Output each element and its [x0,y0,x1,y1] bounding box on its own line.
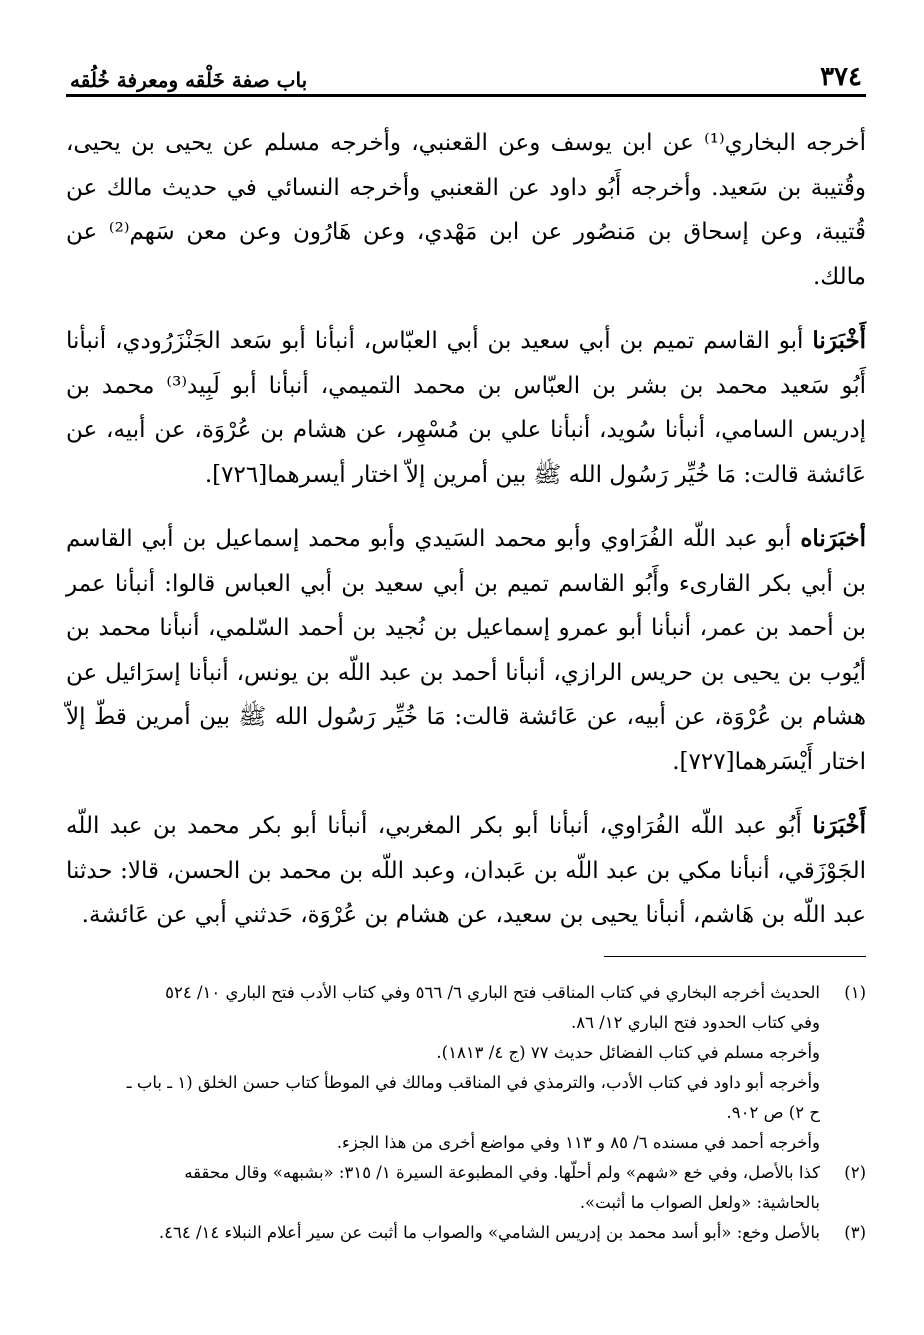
footnote-line: بالأصل وخع: «أبو أسد محمد بن إدريس الشامي» والصواب ما أثبت عن سير أعلام النبلاء ١٤/ ٤٦٤. [158,1223,820,1242]
footnote-line: وفي كتاب الحدود فتح الباري ١٢/ ٨٦. [570,1013,820,1032]
paragraph-3 [66,517,866,784]
footnote-body [66,1218,820,1248]
paragraph-lead: أخبَرَناه [800,525,867,552]
footnote-line: ح ٢) ص ٩٠٢. [726,1103,820,1122]
footnote-2 [66,1158,866,1218]
paragraph-1 [66,121,866,299]
footnote-line: وأخرجه أبو داود في كتاب الأدب، والترمذي في المناقب ومالك في الموطأ كتاب حسن الخلق (١ ـ باب ـ [126,1073,820,1092]
paragraph-text: أبو القاسم تميم بن أبي سعيد بن أبي العبّاس، أنبأنا أبو سَعد الجَنْزَرُودي، أنبأنا أَبُو سَعيد محمد بن بشر بن العبّاس بن محمد التميمي، أنبأنا أبو لَبِيد⁽³⁾ محمد بن إدريس السامي، أنبأنا سُويد، أنبأنا علي بن مُسْهِر، عن هشام بن عُرْوَة، عن أبيه، عن عَائشة قالت: مَا خُيِّر رَسُول الله ﷺ بين أمرين إلاّ اختار أيسرهما[٧٢٦]. [66,328,867,488]
footnote-1 [66,978,866,1158]
running-title: باب صفة خَلْقه ومعرفة خُلُقه [70,68,308,92]
footnotes [66,978,866,1248]
main-text [66,121,866,938]
paragraph-2 [66,319,866,497]
footnote-number: (٢) [844,1163,866,1182]
paragraph-4 [66,804,866,938]
footnote-line: بالحاشية: «ولعل الصواب ما أثبت». [579,1193,820,1212]
paragraph-text: أبو عبد اللّه الفُرَاوي وأبو محمد السَيدي وأبو محمد إسماعيل بن أبي القاسم بن أبي بكر القارىء وأَبُو القاسم تميم بن أبي سعيد بن أبي العباس قالوا: أنبأنا عمر بن أحمد بن عمر، أنبأنا أبو عمرو إسماعيل بن نُجيد بن أحمد السّلمي، أنبأنا محمد بن أيُوب بن يحيى بن حريس الرازي، أنبأنا أحمد بن عبد اللّه بن يونس، أنبأنا إسرَائيل عن هشام بن عُرْوَة، عن أبيه، عن عَائشة قالت: مَا خُيِّر رَسُول الله ﷺ بين أمرين قطّ إلاّ اختار أَيْسَرهما[٧٢٧]. [66,526,866,775]
footnote-3 [66,1218,866,1248]
footnote-number: (٣) [844,1223,866,1242]
paragraph-text: أَبُو عبد اللّه الفُرَاوي، أنبأنا أبو بكر المغربي، أنبأنا أبو بكر محمد بن عبد اللّه الجَوْزَقي، أنبأنا مكي بن عبد اللّه بن عَبدان، وعبد اللّه بن محمد بن الحسن، قالا: حدثنا عبد اللّه بن هَاشم، أنبأنا يحيى بن سعيد، عن هشام بن عُرْوَة، حَدثني أبي عن عَائشة. [66,813,866,928]
footnote-line: كذا بالأصل، وفي خع «شهم» ولم أحلّها. وفي المطبوعة السيرة ١/ ٣١٥: «بشبهه» وقال محققه [184,1163,820,1182]
paragraph-lead: أَخْبَرَنا [812,327,867,354]
footnote-body [66,1158,820,1218]
page-header [66,44,866,97]
footnote-line: وأخرجه أحمد في مسنده ٦/ ٨٥ و ١١٣ وفي مواضع أخرى من هذا الجزء. [336,1133,820,1152]
footnote-body [66,978,820,1158]
paragraph-text: أخرجه البخاري⁽¹⁾ عن ابن يوسف وعن القعنبي، وأخرجه مسلم عن يحيى بن يحيى، وقُتيبة بن سَعيد. وأخرجه أَبُو داود عن القعنبي وأخرجه النسائي في حديث مالك عن قُتيبة، وعن إسحاق بن مَنصُور عن ابن مَهْدي، وعن هَارُون وعن معن سَهم⁽²⁾ عن مالك. [66,130,867,290]
footnote-line: وأخرجه مسلم في كتاب الفضائل حديث ٧٧ (ج ٤/ ١٨١٣). [436,1043,820,1062]
paragraph-lead: أَخْبَرَنا [812,812,866,839]
page-number: ٣٧٤ [820,62,862,92]
footnote-number: (١) [844,983,866,1002]
footnote-divider [604,956,866,957]
footnote-line: الحديث أخرجه البخاري في كتاب المناقب فتح الباري ٦/ ٥٦٦ وفي كتاب الأدب فتح الباري ١٠/ ٥٢٤ [165,983,820,1002]
